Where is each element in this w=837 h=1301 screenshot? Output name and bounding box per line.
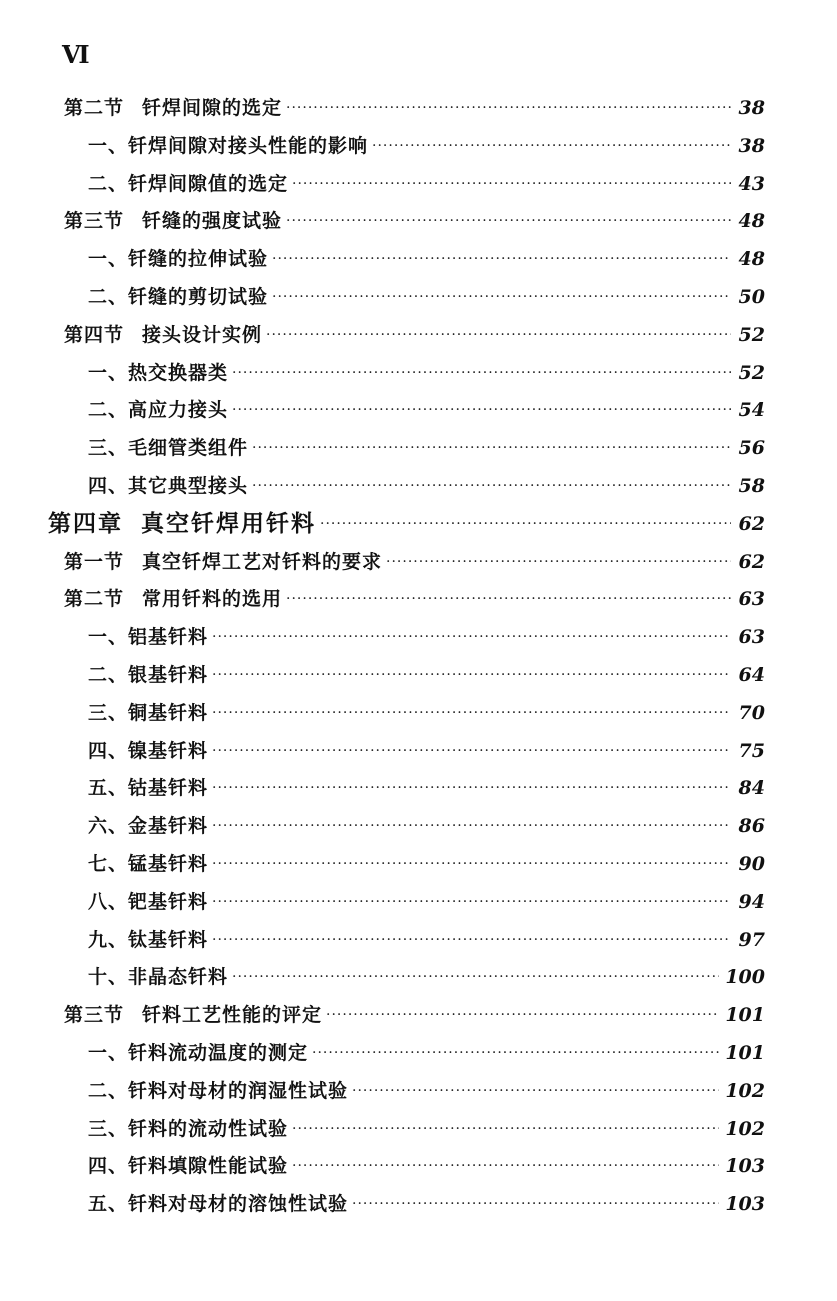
toc-entry — [88, 733, 765, 763]
toc-entry-text: 常用钎料的选用 — [142, 588, 283, 611]
toc-entry-label: 五、 — [88, 1193, 129, 1216]
toc-entry-page: 62 — [738, 512, 765, 535]
toc-entry-title — [88, 247, 268, 271]
toc-entry-label: 第三节 — [64, 1004, 125, 1027]
toc-entry-text: 其它典型接头 — [128, 475, 249, 497]
toc-entry-page: 103 — [725, 1155, 765, 1178]
toc-entry-title — [64, 1003, 322, 1027]
toc-entry-title — [88, 1192, 348, 1216]
toc-entry — [88, 959, 765, 989]
toc-entry-text: 银基钎料 — [128, 664, 209, 686]
toc-entry-page: 84 — [738, 777, 765, 800]
dot-leader — [252, 439, 731, 457]
toc-entry-title — [88, 1154, 288, 1178]
dot-leader — [266, 326, 731, 344]
toc-entry — [88, 430, 765, 460]
toc-entry-label: 九、 — [88, 928, 129, 951]
toc-entry-page: 38 — [738, 134, 765, 157]
dot-leader — [212, 628, 731, 646]
toc-entry-title — [88, 890, 208, 914]
dot-leader — [286, 212, 731, 230]
toc-entry-page: 50 — [738, 286, 765, 308]
toc-entry-title — [64, 323, 262, 347]
dot-leader — [212, 893, 731, 911]
toc-entry-page: 101 — [725, 1042, 765, 1064]
toc-entry-text: 钎料工艺性能的评定 — [142, 1004, 323, 1027]
toc-entry-page: 58 — [738, 475, 765, 497]
toc-entry-text: 钎料填隙性能试验 — [128, 1155, 289, 1178]
dot-leader — [232, 364, 731, 382]
toc-entry-text: 毛细管类组件 — [128, 437, 249, 460]
toc-entry-label: 二、 — [88, 1079, 129, 1102]
toc-entry-label: 一、 — [88, 361, 129, 384]
toc-entry-title — [88, 172, 288, 196]
dot-leader — [272, 250, 731, 268]
toc-entry-title — [88, 776, 208, 800]
toc-entry-title — [88, 663, 208, 687]
toc-entry-page: 52 — [738, 323, 765, 346]
toc-entry-label: 一、 — [88, 626, 129, 649]
toc-entry-title — [88, 398, 228, 422]
dot-leader — [386, 553, 731, 571]
toc-entry-title — [88, 134, 368, 158]
toc-entry-label: 二、 — [88, 286, 129, 308]
toc-entry — [64, 90, 765, 120]
toc-entry-label: 八、 — [88, 890, 129, 913]
toc-entry-text: 钎料对母材的溶蚀性试验 — [128, 1193, 349, 1216]
dot-leader — [292, 1120, 719, 1138]
toc-entry — [88, 279, 765, 309]
dot-leader — [292, 175, 731, 193]
dot-leader — [212, 704, 731, 722]
toc-entry-page: 63 — [738, 588, 765, 611]
toc-entry — [88, 166, 765, 196]
toc-entry-page: 70 — [738, 701, 765, 724]
toc-entry-text: 铝基钎料 — [128, 626, 209, 649]
toc-entry-label: 第一节 — [64, 550, 125, 573]
toc-entry-text: 铜基钎料 — [128, 701, 209, 724]
toc-entry — [88, 808, 765, 838]
toc-entry-label: 二、 — [88, 399, 129, 422]
toc-entry-label: 三、 — [88, 701, 129, 724]
toc-entry-text: 钎缝的拉伸试验 — [128, 248, 269, 271]
toc-entry-page: 54 — [738, 399, 765, 422]
toc-entry-title — [88, 814, 208, 838]
toc-entry-page: 56 — [738, 437, 765, 460]
toc-entry-page: 101 — [725, 1004, 765, 1027]
toc-entry — [88, 846, 765, 876]
toc-entry-title — [88, 285, 268, 309]
toc-entry-text: 钎缝的剪切试验 — [128, 286, 269, 308]
toc-entry-page: 102 — [725, 1079, 765, 1102]
toc-entry-label: 三、 — [88, 1117, 129, 1140]
toc-entry-label: 四、 — [88, 739, 129, 762]
toc-entry-text: 钛基钎料 — [128, 928, 209, 951]
dot-leader — [292, 1157, 719, 1175]
toc-entry-text: 钯基钎料 — [128, 890, 209, 913]
toc-entry-page: 94 — [738, 890, 765, 913]
toc-entry-text: 钎焊间隙值的选定 — [128, 172, 289, 195]
toc-entry-text: 钎料的流动性试验 — [128, 1117, 289, 1140]
dot-leader — [352, 1082, 719, 1100]
toc-entry-page: 86 — [738, 815, 765, 838]
toc-entry-title — [64, 209, 282, 233]
dot-leader — [372, 137, 731, 155]
toc-entry-title — [88, 436, 248, 460]
toc-entry-text: 钴基钎料 — [128, 777, 209, 800]
toc-entry-label: 第四章 — [48, 509, 123, 537]
dot-leader — [326, 1006, 719, 1024]
toc-entry — [88, 657, 765, 687]
dot-leader — [232, 401, 731, 419]
dot-leader — [352, 1195, 719, 1213]
toc-entry-label: 一、 — [88, 248, 129, 271]
toc-entry-page: 102 — [725, 1117, 765, 1140]
toc-entry-label: 二、 — [88, 172, 129, 195]
toc-entry-text: 钎料流动温度的测定 — [128, 1042, 309, 1064]
toc-entry-title — [88, 1117, 288, 1141]
toc-entry — [64, 544, 765, 574]
toc-entry-label: 第二节 — [64, 97, 125, 119]
toc-entry — [88, 241, 765, 271]
toc-entry — [88, 1186, 765, 1216]
dot-leader — [212, 855, 731, 873]
toc-entry-title — [88, 1079, 348, 1103]
toc-entry-page: 75 — [738, 739, 765, 762]
toc-entry-page: 62 — [738, 550, 765, 573]
toc-entry-page: 90 — [738, 853, 765, 875]
toc-entry — [88, 884, 765, 914]
dot-leader — [286, 590, 731, 608]
toc-entry-page: 100 — [725, 966, 765, 989]
toc-entry — [48, 506, 765, 536]
toc-entry-text: 金基钎料 — [128, 815, 209, 838]
toc-entry-label: 第二节 — [64, 588, 125, 611]
dot-leader — [212, 666, 731, 684]
dot-leader — [312, 1044, 719, 1062]
toc-entry-page: 48 — [738, 210, 765, 233]
toc-entry — [64, 317, 765, 347]
toc-entry-title — [88, 965, 228, 989]
toc-entry — [88, 1073, 765, 1103]
toc-entry-page: 38 — [738, 97, 765, 119]
toc-entry-label: 一、 — [88, 134, 129, 157]
toc-entry — [88, 922, 765, 952]
toc-entry — [88, 128, 765, 158]
toc-entry — [88, 392, 765, 422]
toc-entry-title — [88, 701, 208, 725]
dot-leader — [212, 742, 731, 760]
toc-entry-label: 五、 — [88, 777, 129, 800]
toc-entry-title — [88, 474, 248, 498]
toc-entry-title — [88, 1041, 308, 1065]
toc-entry-text: 钎缝的强度试验 — [142, 210, 283, 233]
toc-entry-text: 热交换器类 — [128, 361, 229, 384]
toc-entry-page: 103 — [725, 1193, 765, 1216]
toc-entry — [64, 997, 765, 1027]
toc-entry-title — [64, 550, 382, 574]
toc-entry-label: 二、 — [88, 664, 129, 686]
dot-leader — [212, 931, 731, 949]
toc-entry — [88, 468, 765, 498]
toc-entry-label: 四、 — [88, 1155, 129, 1178]
toc-entry-label: 第三节 — [64, 210, 125, 233]
toc-entry-page: 52 — [738, 361, 765, 384]
toc-entry-label: 十、 — [88, 966, 129, 989]
toc-entry — [88, 1111, 765, 1141]
toc-entry — [88, 770, 765, 800]
toc-entry-page: 97 — [738, 928, 765, 951]
toc-entry-text: 镍基钎料 — [128, 739, 209, 762]
toc-entry-text: 高应力接头 — [128, 399, 229, 422]
dot-leader — [286, 99, 731, 117]
toc-entry — [88, 355, 765, 385]
dot-leader — [320, 515, 731, 533]
toc-entry-title — [48, 509, 316, 537]
toc-entry-text: 锰基钎料 — [128, 853, 209, 875]
toc-entry-title — [64, 96, 282, 120]
toc-entry — [64, 581, 765, 611]
page-number: Ⅵ — [62, 40, 90, 69]
toc-entry-text: 真空钎焊用钎料 — [141, 509, 316, 537]
toc-entry-title — [88, 739, 208, 763]
dot-leader — [252, 477, 731, 495]
toc-entry-text: 接头设计实例 — [142, 323, 263, 346]
toc-entry-label: 六、 — [88, 815, 129, 838]
toc-entry-text: 钎焊间隙的选定 — [142, 97, 283, 119]
toc-entry-text: 钎焊间隙对接头性能的影响 — [128, 134, 369, 157]
toc-entry-label: 一、 — [88, 1042, 129, 1064]
toc-entry — [88, 619, 765, 649]
toc-entry-text: 钎料对母材的润湿性试验 — [128, 1079, 349, 1102]
toc-entry — [64, 203, 765, 233]
toc-entry-label: 第四节 — [64, 323, 125, 346]
toc-entry-title — [88, 361, 228, 385]
toc-entry-page: 64 — [738, 664, 765, 686]
toc-entry-text: 非晶态钎料 — [128, 966, 229, 989]
toc-entry — [88, 1148, 765, 1178]
toc-entry-title — [88, 928, 208, 952]
toc-entry-label: 三、 — [88, 437, 129, 460]
toc-entry-text: 真空钎焊工艺对钎料的要求 — [142, 550, 383, 573]
toc-entry — [88, 1035, 765, 1065]
dot-leader — [212, 817, 731, 835]
toc-entry-page: 63 — [738, 626, 765, 649]
toc-entry-title — [88, 852, 208, 876]
toc-entry-page: 48 — [738, 248, 765, 271]
toc-entry — [88, 695, 765, 725]
toc-entry-title — [88, 625, 208, 649]
dot-leader — [232, 968, 719, 986]
dot-leader — [212, 779, 731, 797]
toc-entry-label: 七、 — [88, 853, 129, 875]
toc-entry-page: 43 — [738, 172, 765, 195]
toc-entry-label: 四、 — [88, 475, 129, 497]
dot-leader — [272, 288, 731, 306]
toc-entry-title — [64, 587, 282, 611]
